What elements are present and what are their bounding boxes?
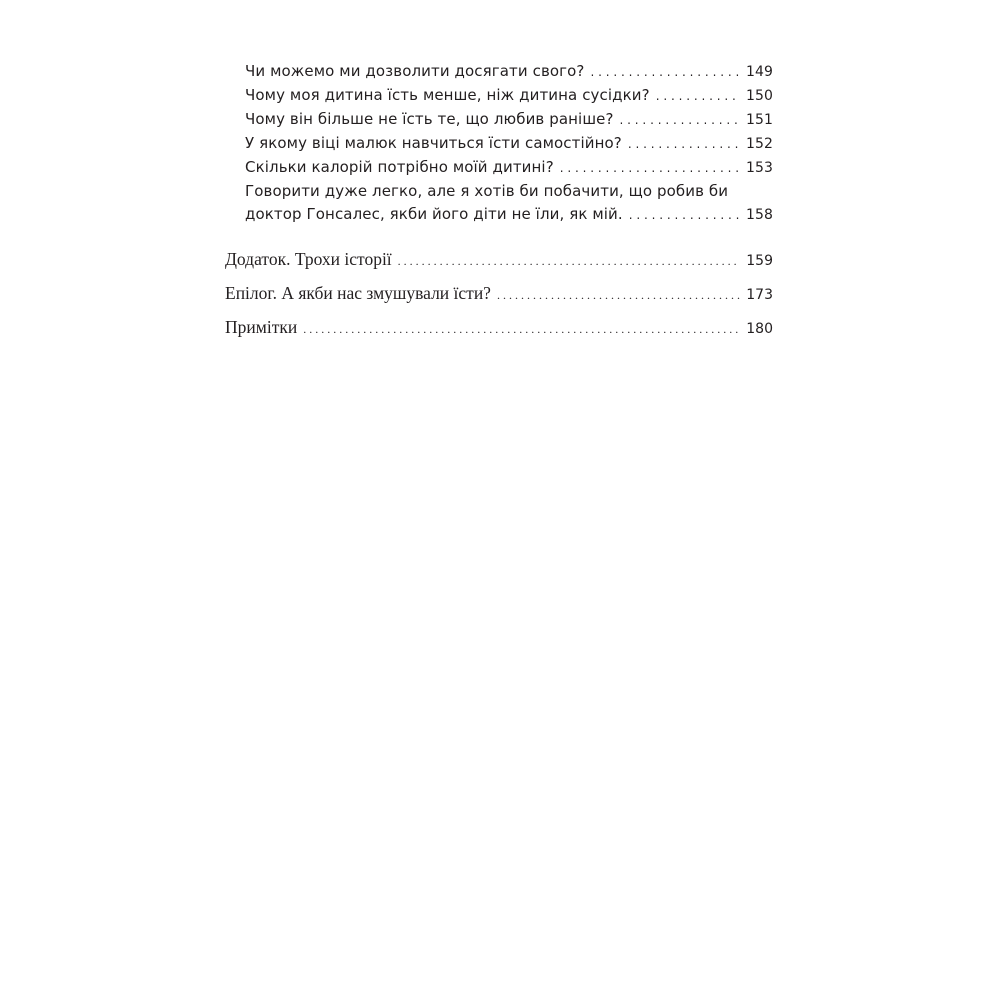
- toc-entry: [225, 108, 773, 132]
- dot-leader: [303, 318, 740, 340]
- toc-entry-page: 150: [745, 88, 773, 104]
- toc-section-entry: [225, 316, 773, 340]
- toc-entry: [225, 156, 773, 180]
- toc-section-entry: [225, 248, 773, 272]
- dot-leader: [591, 61, 740, 84]
- toc-entry-title: Чому моя дитина їсть менше, ніж дитина сусідки?: [245, 86, 650, 104]
- toc-entry-multiline: [225, 180, 773, 227]
- toc-section-title: Епілог. А якби нас змушували їсти?: [225, 283, 491, 303]
- dot-leader: [398, 250, 741, 272]
- toc-section-title: Примітки: [225, 317, 298, 337]
- toc-entry-title: Чому він більше не їсть те, що любив раніше?: [245, 110, 614, 128]
- toc-section-page: 173: [746, 287, 773, 303]
- toc-entry-title-line2: доктор Гонсалес, якби його діти не їли, як мій.: [245, 205, 623, 223]
- toc-entry-page: 149: [745, 64, 773, 80]
- toc-entry-page: 158: [745, 207, 773, 223]
- dot-leader: [628, 133, 740, 156]
- toc-entry-page: 151: [745, 112, 773, 128]
- toc-section-page: 159: [746, 253, 773, 269]
- toc-entry-page: 153: [745, 160, 773, 176]
- table-of-contents: [225, 60, 773, 340]
- toc-entry-title-line1: Говорити дуже легко, але я хотів би побачити, що робив би: [245, 182, 729, 200]
- dot-leader: [497, 284, 740, 306]
- toc-entry: [225, 84, 773, 108]
- toc-entry-title: У якому віці малюк навчиться їсти самостійно?: [245, 134, 622, 152]
- dot-leader: [620, 109, 740, 132]
- toc-section-entry: [225, 282, 773, 306]
- toc-entry: [225, 132, 773, 156]
- dot-leader: [560, 157, 740, 180]
- toc-entry-page: 152: [745, 136, 773, 152]
- toc-entry-title: Скільки калорій потрібно моїй дитині?: [245, 158, 554, 176]
- dot-leader: [629, 204, 740, 227]
- toc-entry: [225, 60, 773, 84]
- dot-leader: [656, 85, 740, 108]
- toc-section-page: 180: [746, 321, 773, 337]
- toc-entry-title: Чи можемо ми дозволити досягати свого?: [245, 62, 585, 80]
- toc-section-title: Додаток. Трохи історії: [225, 249, 392, 269]
